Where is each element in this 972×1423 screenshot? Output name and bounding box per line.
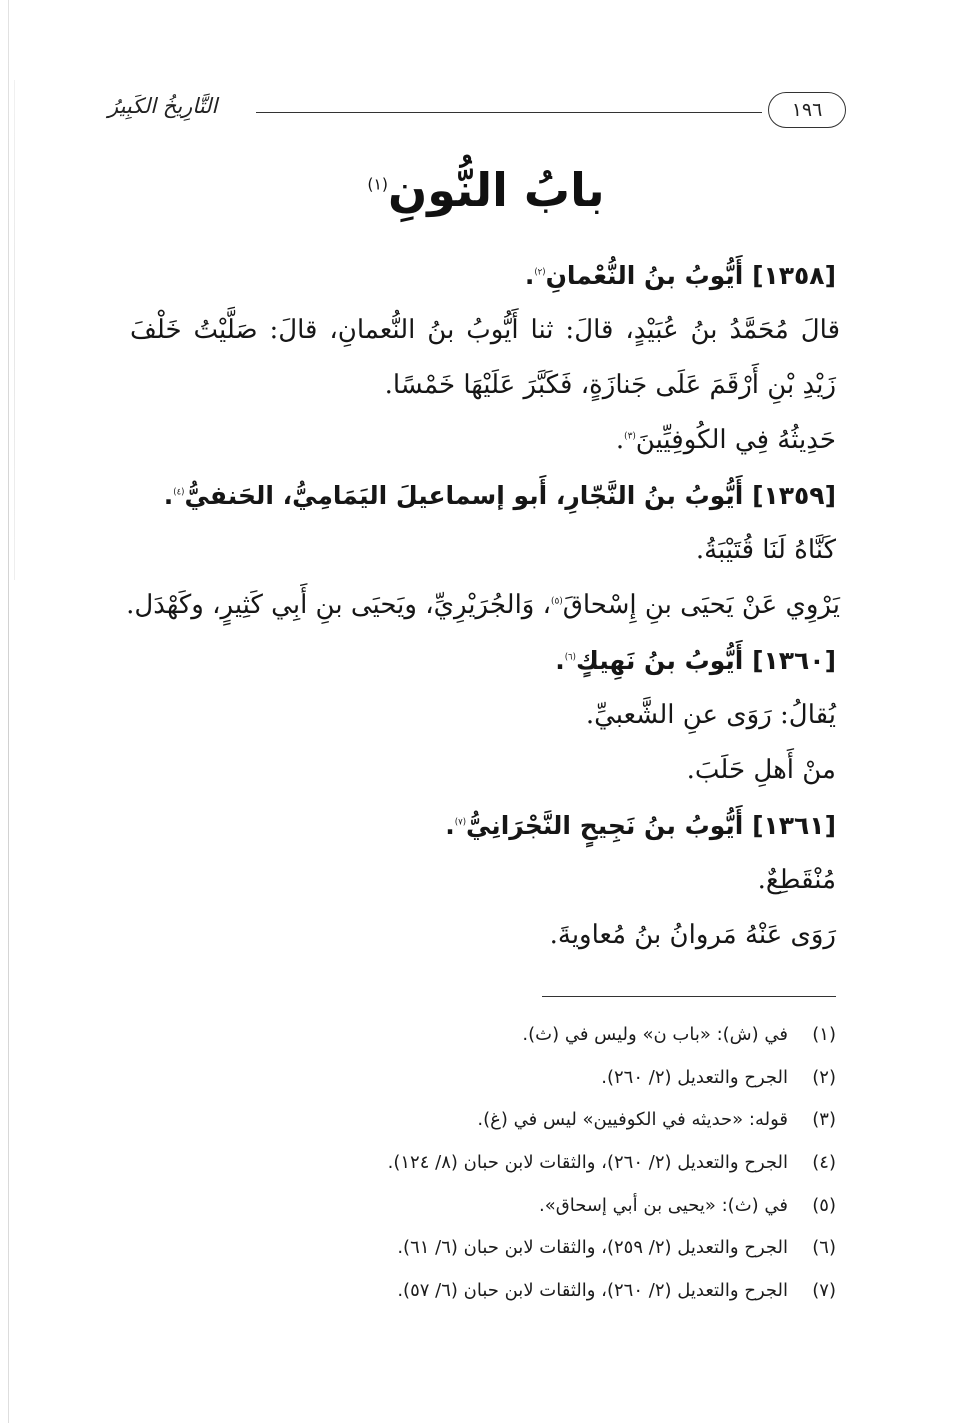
text-line	[130, 853, 836, 908]
entry-heading-1360	[130, 633, 836, 688]
line-tail: .	[555, 646, 565, 675]
footnote-number: (٧)	[812, 1280, 836, 1302]
footnote-number: (٥)	[812, 1194, 836, 1216]
footnote-marker: (٧)	[454, 817, 467, 828]
footnote-text: في (ش): «باب ن» وليس في (ث).	[522, 1024, 788, 1045]
text-line	[130, 358, 836, 413]
entry-heading-1358	[130, 248, 836, 303]
line-text: مُنْقَطِعٌ.	[757, 865, 836, 895]
footnote-text: قوله: «حديثه في الكوفيين» ليس في (غ).	[477, 1109, 788, 1131]
text-line	[126, 578, 840, 633]
footnote-item	[130, 1099, 836, 1142]
text-line	[130, 523, 836, 578]
main-text	[126, 248, 840, 963]
footnote-item	[130, 1142, 836, 1185]
line-tail: .	[615, 425, 625, 455]
line-text: [١٣٥٨] أَيُّوبُ بنُ النُّعْمانِ	[545, 261, 836, 290]
text-line	[130, 413, 836, 468]
line-tail: ، وَالجُرَيْرِيِّ، ويَحيَى بنِ أَبِي كَثِيرٍ، وكَهْدَل.	[126, 590, 552, 620]
footnote-number: (١)	[812, 1024, 836, 1045]
footnote-item	[130, 1057, 836, 1100]
footnote-text: الجرح والتعديل (٢/ ٢٥٩)، والثقات لابن حبان (٦/ ٦١).	[397, 1237, 788, 1259]
footnote-item	[130, 1014, 836, 1057]
line-text: يُقالُ: رَوَى عنِ الشَّعبيِّ.	[585, 700, 836, 730]
text-line	[130, 908, 836, 963]
footnote-marker: (٢)	[534, 267, 546, 278]
line-text: رَوَى عَنْهُ مَروانُ بنُ مُعاويةَ.	[549, 920, 836, 950]
line-tail: .	[524, 261, 535, 290]
footnote-marker: (٣)	[624, 431, 636, 442]
line-text: [١٣٦١] أَيُّوبُ بنُ نَجِيحٍ النَّجْرَانِيُّ	[466, 811, 836, 840]
running-header	[108, 92, 846, 132]
text-line	[130, 303, 840, 358]
footnote-item	[130, 1270, 836, 1313]
footnote-number: (٣)	[812, 1109, 836, 1131]
line-text: حَدِيثُهُ فِي الكُوفِيِّينَ	[635, 425, 836, 455]
footnote-text: الجرح والتعديل (٢/ ٢٦٠)، والثقات لابن حبان (٦/ ٥٧).	[397, 1280, 788, 1302]
text-line	[130, 743, 836, 798]
footnote-marker: (٦)	[564, 652, 576, 663]
line-tail: .	[163, 481, 174, 510]
line-tail: .	[445, 811, 455, 840]
footnotes	[130, 1014, 836, 1313]
footnote-text: الجرح والتعديل (٢/ ٢٦٠)، والثقات لابن حبان (٨/ ١٢٤).	[387, 1152, 788, 1174]
footnote-number: (٦)	[812, 1237, 836, 1259]
footnote-separator	[542, 996, 836, 997]
footnote-marker: (١)	[367, 174, 388, 194]
line-text: زَيْدِ بْنِ أَرْقَمَ عَلَى جَنازَةٍ، فَكَبَّرَ عَلَيْهَا خَمْسًا.	[384, 370, 836, 400]
footnote-item	[130, 1185, 836, 1228]
footnote-marker: (٤)	[173, 487, 185, 498]
page-number: ١٩٦	[791, 99, 823, 121]
page-number-badge	[768, 92, 846, 128]
footnote-number: (٢)	[812, 1066, 836, 1088]
scan-edge-line	[14, 80, 15, 580]
entry-heading-1361	[130, 798, 836, 853]
line-text: قالَ مُحَمَّدُ بنُ عُبَيْدٍ، قالَ: ثنا أَيُّوبُ بنُ النُّعمانِ، قالَ: صَلَّيْتُ خَلْفَ	[130, 315, 840, 345]
line-text: كَنَّاهُ لَنَا قُتَيْبَةُ.	[695, 535, 836, 565]
line-text: [١٣٥٩] أَيُّوبُ بنُ النَّجّارِ، أَبو إسماعيلَ اليَمَامِيُّ، الحَنفيُّ	[184, 481, 836, 510]
entry-heading-1359	[130, 468, 836, 523]
book-title: التَّارِيخُ الكَبِيرُ	[108, 94, 218, 118]
chapter-title: بابُ النُّونِ	[387, 163, 605, 217]
text-line	[130, 688, 836, 743]
header-rule	[256, 112, 762, 113]
chapter-heading	[0, 160, 972, 220]
footnote-text: الجرح والتعديل (٢/ ٢٦٠).	[601, 1066, 788, 1088]
line-text: [١٣٦٠] أَيُّوبُ بنُ نَهِيكٍ	[575, 646, 836, 675]
line-text: يَرْوِي عَنْ يَحيَى بنِ إِسْحاقَ	[562, 590, 840, 620]
footnote-text: في (ث): «يحيى بن أبي إسحاق».	[539, 1194, 788, 1216]
footnote-item	[130, 1227, 836, 1270]
footnote-marker: (٥)	[551, 596, 563, 607]
line-text: منْ أَهلِ حَلَبَ.	[686, 755, 836, 785]
footnote-number: (٤)	[812, 1152, 836, 1174]
